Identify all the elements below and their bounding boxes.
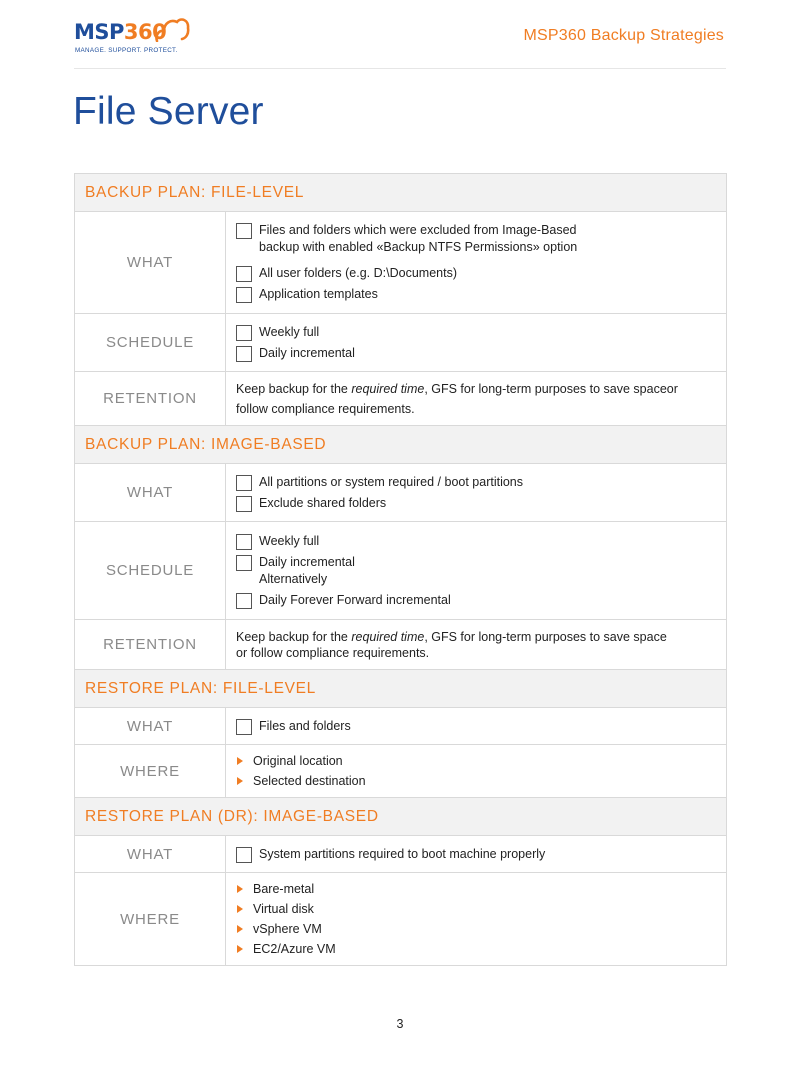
section-backup-image-based: BACKUP PLAN: IMAGE-BASED [74,425,727,463]
row-backup-image-what [74,463,727,521]
row-body [226,745,726,797]
checkbox[interactable] [236,847,252,863]
row-label: WHAT [75,212,226,313]
row-restore-image-what [74,835,727,872]
retention-line: follow compliance requirements. [236,401,415,416]
cloud-icon [154,14,190,42]
checkbox[interactable] [236,223,252,239]
checkbox[interactable] [236,475,252,491]
item-text-line: backup with enabled «Backup NTFS Permissions» option [259,240,578,254]
arrow-right-icon [237,777,243,785]
section-restore-image-based: RESTORE PLAN (DR): IMAGE-BASED [74,797,727,835]
page-header [74,14,726,69]
item-text-line: Files and folders which were excluded from Image-Based [259,223,577,237]
page-title: File Server [73,90,264,133]
section-restore-file-level: RESTORE PLAN: FILE-LEVEL [74,669,727,707]
row-label: SCHEDULE [75,522,226,619]
row-label: WHAT [75,836,226,872]
item-text: All partitions or system required / boot partitions [259,474,524,489]
item-text: Bare-metal [253,882,315,896]
row-body [226,212,726,313]
checklist-item [236,265,716,282]
retention-line [236,629,716,645]
item-text: Daily incremental [259,345,355,360]
item-text-line: Daily incremental [259,554,355,569]
item-text [259,222,577,256]
logo-tagline: MANAGE. SUPPORT. PROTECT. [75,47,178,54]
plans-table [74,173,727,966]
row-body [226,314,726,371]
checkbox[interactable] [236,266,252,282]
checklist-item [236,222,716,256]
checkbox[interactable] [236,325,252,341]
row-backup-file-schedule [74,313,727,371]
row-body [226,522,726,619]
checklist-item [236,533,716,550]
arrow-right-icon [237,757,243,765]
item-text: Files and folders [259,718,351,733]
row-body [226,708,726,744]
retention-text-emphasis: required time [351,381,425,396]
row-backup-file-retention [74,371,727,425]
destination-item [236,939,716,959]
retention-text-rest: , GFS for long-term purposes to save spaceor [424,381,678,396]
checkbox[interactable] [236,555,252,571]
row-label: WHERE [75,745,226,797]
checklist-item [236,592,716,609]
retention-text [226,620,726,669]
row-body [226,836,726,872]
msp360-logo [74,14,194,58]
checklist-item [236,286,716,303]
retention-text [226,372,726,425]
item-text: All user folders (e.g. D:\Documents) [259,266,457,280]
checkbox[interactable] [236,534,252,550]
item-text-line: Alternatively [259,571,328,586]
retention-text-pre: Keep backup for the [236,381,352,396]
checkbox[interactable] [236,287,252,303]
row-label: SCHEDULE [75,314,226,371]
checklist-item [236,324,716,341]
retention-line [236,379,716,399]
destination-item [236,879,716,899]
row-backup-file-what [74,211,727,313]
checklist-item [236,345,716,362]
checkbox[interactable] [236,346,252,362]
document-title: MSP360 Backup Strategies [523,27,724,44]
item-text: Exclude shared folders [259,495,387,510]
item-text: Weekly full [259,324,320,339]
destination-item [236,771,716,791]
retention-text-pre: Keep backup for the [236,629,352,644]
row-backup-image-retention [74,619,727,669]
checklist-item [236,846,716,863]
arrow-right-icon [237,925,243,933]
item-text: Daily Forever Forward incremental [259,592,451,607]
row-label: WHAT [75,464,226,521]
destination-item [236,899,716,919]
section-backup-file-level: BACKUP PLAN: FILE-LEVEL [74,173,727,211]
arrow-right-icon [237,885,243,893]
retention-line: or follow compliance requirements. [236,645,430,660]
item-text: Application templates [259,287,378,301]
item-text: Selected destination [253,774,366,788]
item-text: Original location [253,754,343,768]
logo-word-main: MSP [74,20,124,44]
arrow-right-icon [237,905,243,913]
logo-word-accent: 360 [123,20,167,44]
row-label: RETENTION [75,372,226,425]
checkbox[interactable] [236,593,252,609]
item-text: vSphere VM [253,922,322,936]
item-text: Virtual disk [253,902,314,916]
retention-text-rest: , GFS for long-term purposes to save space [424,629,667,644]
page-number: 3 [396,1017,404,1031]
checkbox[interactable] [236,719,252,735]
destination-item [236,919,716,939]
item-text [259,554,355,588]
checklist-item [236,718,716,735]
row-body [226,464,726,521]
row-label: WHAT [75,708,226,744]
row-label: WHERE [75,873,226,965]
arrow-right-icon [237,945,243,953]
destination-item [236,751,716,771]
row-restore-file-where [74,744,727,797]
retention-text-emphasis: required time [351,629,425,644]
row-body [226,873,726,965]
row-backup-image-schedule [74,521,727,619]
item-text: System partitions required to boot machine properly [259,846,546,861]
row-restore-image-where [74,872,727,966]
item-text: EC2/Azure VM [253,942,336,956]
checklist-item [236,474,716,491]
checklist-item [236,554,716,588]
checklist-item [236,495,716,512]
logo-wordmark [74,22,166,43]
row-restore-file-what [74,707,727,744]
row-label: RETENTION [75,620,226,669]
checkbox[interactable] [236,496,252,512]
item-text: Weekly full [259,533,320,548]
